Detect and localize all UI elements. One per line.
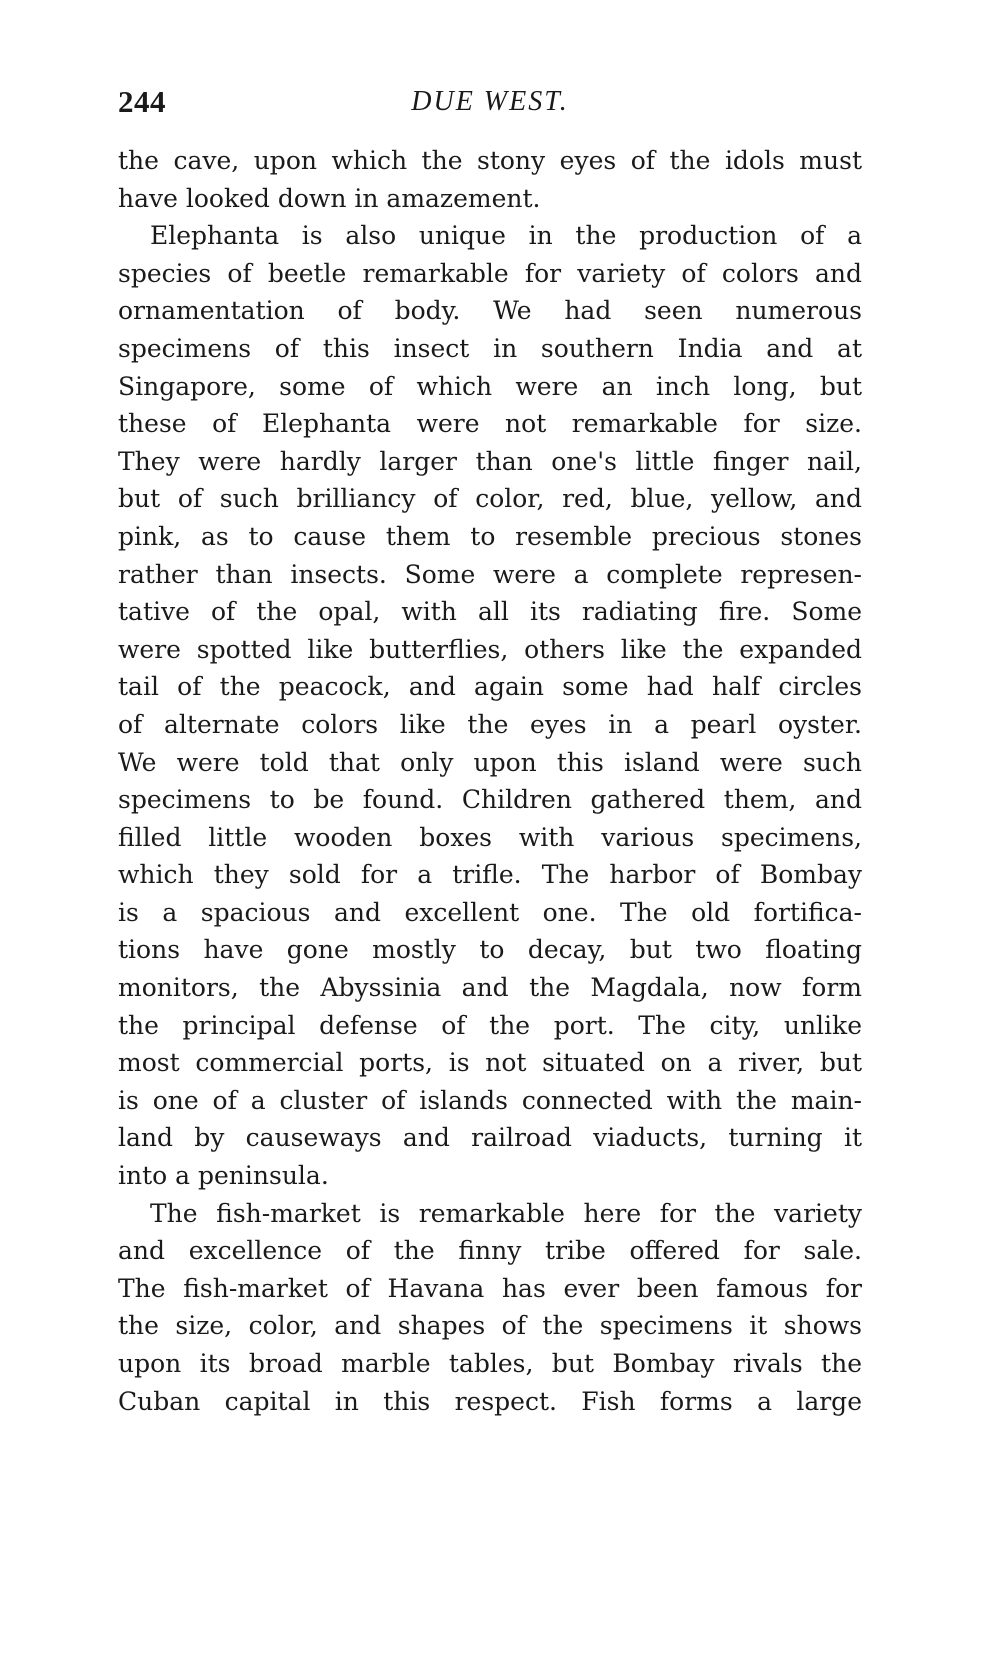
text-line: The fish-market is remarkable here for the variety	[150, 1198, 862, 1228]
text-line: the principal defense of the port. The city, unlike	[118, 1010, 862, 1040]
text-line: ornamentation of body. We had seen numerous	[118, 296, 862, 326]
text-line: were spotted like butterflies, others like the expanded	[118, 634, 862, 664]
text-line: tative of the opal, with all its radiating fire. Some	[118, 597, 862, 627]
body-text	[118, 142, 862, 1420]
text-line: and excellence of the finny tribe offered for sale.	[118, 1236, 862, 1266]
text-line: specimens to be found. Children gathered them, and	[118, 785, 862, 815]
text-line: tail of the peacock, and again some had half circles	[118, 672, 862, 702]
text-line: Cuban capital in this respect. Fish forms a large	[118, 1386, 862, 1416]
page-header	[118, 84, 862, 124]
text-line: but of such brilliancy of color, red, blue, yellow, and	[118, 484, 862, 514]
text-line: which they sold for a trifle. The harbor of Bombay	[118, 860, 862, 890]
text-line: Elephanta is also unique in the production of a	[150, 221, 862, 251]
text-line: tions have gone mostly to decay, but two floating	[118, 935, 862, 965]
text-line: monitors, the Abyssinia and the Magdala, now form	[118, 973, 862, 1003]
text-line: upon its broad marble tables, but Bombay rivals the	[118, 1349, 862, 1378]
text-line: We were told that only upon this island were such	[118, 747, 862, 777]
text-line: the size, color, and shapes of the specimens it shows	[118, 1311, 862, 1341]
text-line: land by causeways and railroad viaducts, turning it	[118, 1123, 862, 1153]
text-line: most commercial ports, is not situated on a river, but	[118, 1048, 862, 1078]
text-line: have looked down in amazement.	[118, 183, 541, 213]
text-line: specimens of this insect in southern India and at	[118, 333, 862, 363]
text-line: They were hardly larger than one's little finger nail,	[118, 446, 862, 476]
text-line: Singapore, some of which were an inch long, but	[118, 371, 862, 401]
paragraph	[118, 1195, 862, 1421]
text-line: into a peninsula.	[118, 1161, 329, 1191]
text-line: species of beetle remarkable for variety of colors and	[118, 258, 862, 288]
text-line: the cave, upon which the stony eyes of the idols must	[118, 146, 862, 175]
paragraph	[118, 142, 862, 217]
paragraph	[118, 217, 862, 1194]
text-line: rather than insects. Some were a complete represen-	[118, 559, 862, 589]
text-line: is a spacious and excellent one. The old fortifica-	[118, 897, 862, 927]
page-number: 244	[118, 84, 166, 119]
text-line: filled little wooden boxes with various specimens,	[118, 822, 862, 852]
running-title: DUE WEST.	[411, 86, 569, 117]
text-line: of alternate colors like the eyes in a pearl oyster.	[118, 709, 862, 739]
text-line: these of Elephanta were not remarkable for size.	[118, 409, 862, 439]
text-line: is one of a cluster of islands connected with the main-	[118, 1085, 862, 1115]
text-line: pink, as to cause them to resemble precious stones	[118, 521, 862, 551]
text-line: The fish-market of Havana has ever been famous for	[118, 1273, 862, 1303]
